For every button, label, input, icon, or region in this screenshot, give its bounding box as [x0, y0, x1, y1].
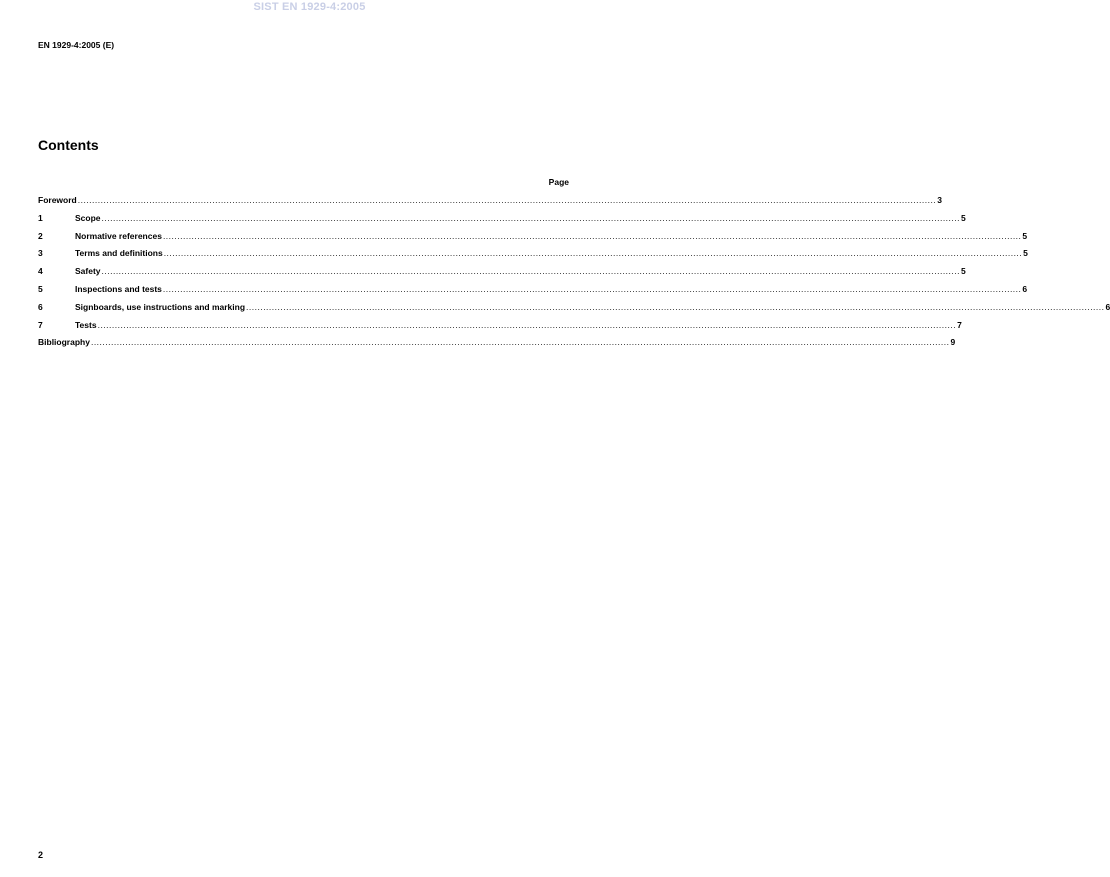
toc-entry-number: 7	[38, 319, 43, 330]
toc-entry-terms-and-definitions[interactable]	[38, 248, 1028, 266]
toc-leader-dots: ............................................................................................................................................................................................................................................................................................................	[101, 212, 960, 223]
toc-leader-dots: ............................................................................................................................................................................................................................................................................................................	[246, 301, 1105, 312]
toc-entry-title: Tests	[75, 319, 97, 330]
toc-leader-dots: ............................................................................................................................................................................................................................................................................................................	[97, 319, 957, 330]
document-id: EN 1929-4:2005 (E)	[38, 40, 115, 50]
toc-leader-dots: ............................................................................................................................................................................................................................................................................................................	[77, 195, 937, 205]
toc-entry-title: Bibliography	[38, 337, 90, 348]
toc-entry-number: 1	[38, 212, 43, 223]
toc-entry-number: 6	[38, 301, 43, 312]
toc-entry-title: Scope	[75, 212, 101, 223]
toc-entry-page: 3	[937, 195, 942, 205]
page-column-label: Page	[548, 177, 569, 187]
toc-entry-number: 2	[38, 230, 43, 241]
toc-entry-inspections-and-tests[interactable]	[38, 283, 1028, 302]
toc-entry-number: 5	[38, 283, 43, 294]
toc-entry-title: Foreword	[38, 195, 77, 205]
toc-entry-page: 6	[1022, 283, 1028, 294]
toc-entry-page: 9	[950, 337, 956, 348]
toc-entry-signboards[interactable]	[38, 301, 1110, 320]
toc-entry-page: 5	[961, 266, 966, 277]
table-of-contents	[38, 195, 1110, 355]
toc-entry-scope[interactable]	[38, 212, 966, 231]
toc-entry-foreword[interactable]	[38, 195, 942, 213]
toc-entry-title: Safety	[75, 266, 101, 277]
toc-entry-bibliography[interactable]	[38, 337, 956, 355]
toc-entry-normative-references[interactable]	[38, 230, 1028, 249]
toc-leader-dots: ............................................................................................................................................................................................................................................................................................................	[163, 248, 1023, 259]
contents-heading: Contents	[38, 137, 99, 153]
toc-entry-page: 6	[1105, 301, 1110, 312]
toc-entry-safety[interactable]	[38, 266, 966, 284]
toc-entry-page: 5	[1022, 230, 1028, 241]
toc-leader-dots: ............................................................................................................................................................................................................................................................................................................	[162, 283, 1022, 294]
toc-entry-number: 4	[38, 266, 43, 277]
toc-entry-number: 3	[38, 248, 43, 259]
toc-entry-title: Terms and definitions	[75, 248, 163, 259]
toc-entry-title: Inspections and tests	[75, 283, 162, 294]
toc-leader-dots: ............................................................................................................................................................................................................................................................................................................	[162, 230, 1022, 241]
toc-entry-tests[interactable]	[38, 319, 962, 338]
toc-entry-title: Signboards, use instructions and marking	[75, 301, 246, 312]
page-number: 2	[38, 850, 44, 860]
watermark: SIST EN 1929-4:2005	[253, 1, 366, 13]
toc-entry-page: 5	[961, 212, 966, 223]
toc-leader-dots: ............................................................................................................................................................................................................................................................................................................	[90, 337, 950, 348]
toc-entry-title: Normative references	[75, 230, 162, 241]
toc-leader-dots: ............................................................................................................................................................................................................................................................................................................	[101, 266, 960, 277]
toc-entry-page: 7	[957, 319, 962, 330]
toc-entry-page: 5	[1023, 248, 1028, 259]
